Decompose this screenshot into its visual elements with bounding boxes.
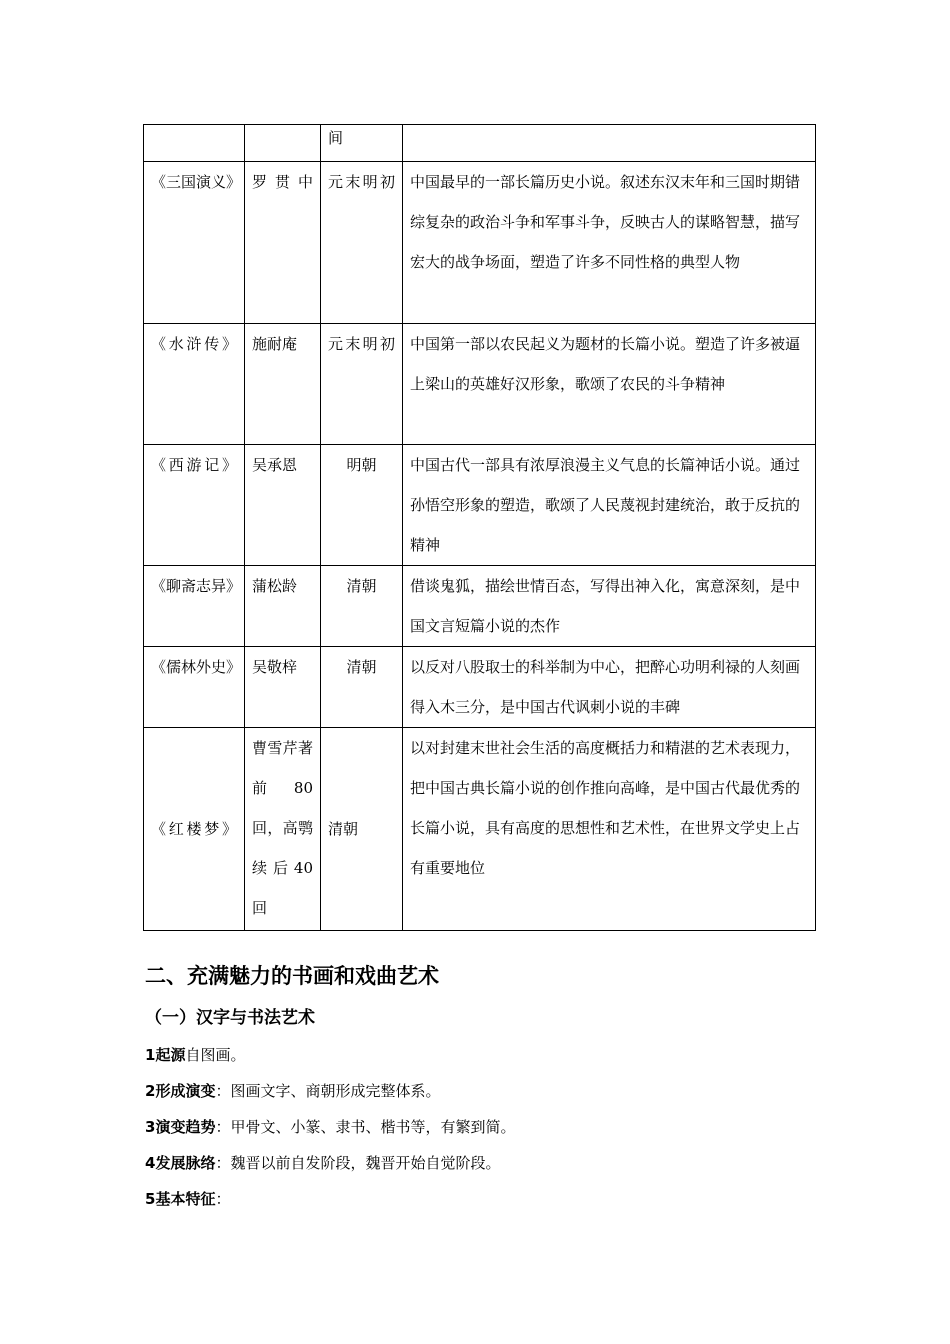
table-row (144, 324, 816, 445)
era-cell: 清朝 (321, 728, 403, 931)
table-row (144, 162, 816, 324)
title-cell: 《红楼梦》 (144, 728, 245, 931)
table-row (144, 445, 816, 566)
item-number: 5 (145, 1190, 156, 1208)
list-item (145, 1044, 245, 1065)
item-number: 2 (145, 1082, 156, 1100)
desc-cell: 中国最早的一部长篇历史小说。叙述东汉末年和三国时期错综复杂的政治斗争和军事斗争，反映古人的谋略智慧，描写宏大的战争场面，塑造了许多不同性格的典型人物 (403, 162, 816, 324)
table-row (144, 566, 816, 647)
era-cell: 元末明初 (321, 162, 403, 324)
title-cell: 《聊斋志异》 (144, 566, 245, 647)
desc-cell: 以反对八股取士的科举制为中心，把醉心功明利禄的人刻画得入木三分，是中国古代讽刺小说的丰碑 (403, 647, 816, 728)
item-separator: ： (215, 1190, 231, 1208)
desc-cell: 借谈鬼狐，描绘世情百态，写得出神入化，寓意深刻，是中国文言短篇小说的杰作 (403, 566, 816, 647)
item-text: 甲骨文、小篆、隶书、楷书等，有繁到简。 (230, 1118, 516, 1136)
era-cell: 清朝 (321, 566, 403, 647)
author-cell: 罗贯中 (245, 162, 321, 324)
section-subheading: （一）汉字与书法艺术 (145, 1008, 315, 1028)
era-cell: 间 (321, 125, 403, 162)
author-cell: 吴承恩 (245, 445, 321, 566)
item-label: 发展脉络 (155, 1154, 216, 1172)
item-label: 起源 (155, 1046, 186, 1064)
item-text: 魏晋以前自发阶段，魏晋开始自觉阶段。 (230, 1154, 501, 1172)
list-item (145, 1152, 500, 1173)
list-item (145, 1116, 515, 1137)
item-label: 演变趋势 (155, 1118, 216, 1136)
section-heading: 二、充满魅力的书画和戏曲艺术 (145, 964, 439, 988)
title-cell: 《西游记》 (144, 445, 245, 566)
table-row (144, 728, 816, 931)
desc-cell: 以对封建末世社会生活的高度概括力和精湛的艺术表现力，把中国古典长篇小说的创作推向高峰，是中国古代最优秀的长篇小说，具有高度的思想性和艺术性，在世界文学史上占有重要地位 (403, 728, 816, 931)
item-label: 形成演变 (155, 1082, 216, 1100)
title-cell: 《三国演义》 (144, 162, 245, 324)
table-row (144, 125, 816, 162)
author-cell: 蒲松龄 (245, 566, 321, 647)
author-cell: 吴敬梓 (245, 647, 321, 728)
novels-table (143, 124, 816, 931)
table-row (144, 647, 816, 728)
item-text: 自图画。 (185, 1046, 246, 1064)
author-cell: 施耐庵 (245, 324, 321, 445)
item-number: 4 (145, 1154, 156, 1172)
era-cell: 清朝 (321, 647, 403, 728)
item-separator: ： (215, 1082, 231, 1100)
item-label: 基本特征 (155, 1190, 216, 1208)
item-text: 图画文字、商朝形成完整体系。 (230, 1082, 441, 1100)
list-item (145, 1080, 440, 1101)
item-separator: ： (215, 1118, 231, 1136)
era-cell: 明朝 (321, 445, 403, 566)
title-cell: 《水浒传》 (144, 324, 245, 445)
item-number: 3 (145, 1118, 156, 1136)
era-cell: 元末明初 (321, 324, 403, 445)
item-number: 1 (145, 1046, 156, 1064)
desc-cell: 中国第一部以农民起义为题材的长篇小说。塑造了许多被逼上梁山的英雄好汉形象，歌颂了农民的斗争精神 (403, 324, 816, 445)
title-cell: 《儒林外史》 (144, 647, 245, 728)
list-item (145, 1188, 230, 1209)
author-cell: 曹雪芹著前80回，高鹗续后40回 (245, 728, 321, 931)
item-separator: ： (215, 1154, 231, 1172)
desc-cell: 中国古代一部具有浓厚浪漫主义气息的长篇神话小说。通过孙悟空形象的塑造，歌颂了人民蔑视封建统治，敢于反抗的精神 (403, 445, 816, 566)
